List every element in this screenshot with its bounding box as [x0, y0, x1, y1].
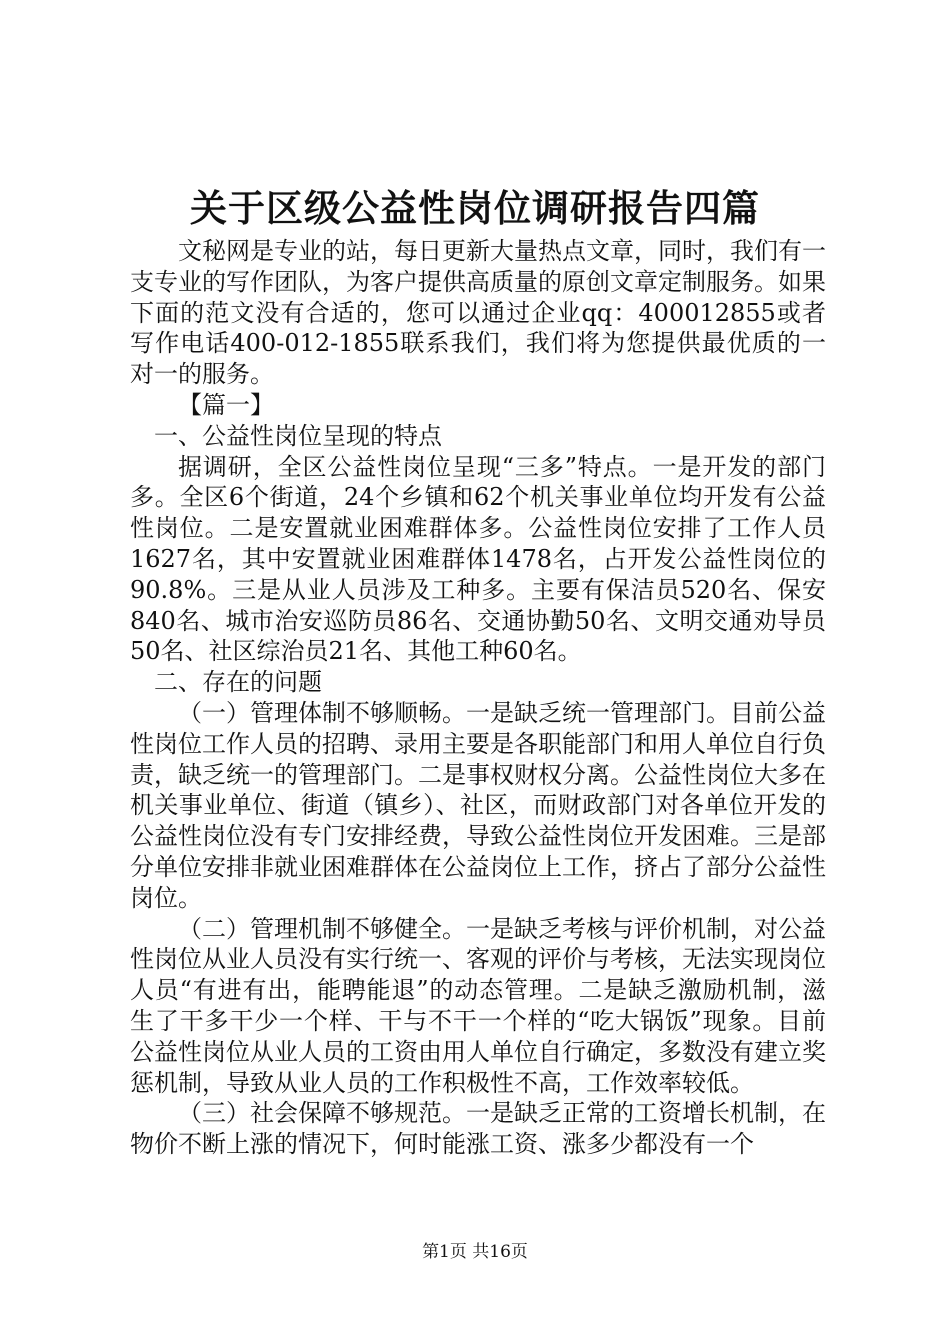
problem-paragraph-1: （一）管理体制不够顺畅。一是缺乏统一管理部门。目前公益性岗位工作人员的招聘、录用主要是各职能部门和用人单位自行负责，缺乏统一的管理部门。二是事权财权分离。公益性岗位大多在机关事业单位、街道（镇乡）、社区，而财政部门对各单位开发的公益性岗位没有专门安排经费，导致公益性岗位开发困难。三是部分单位安排非就业困难群体在公益岗位上工作，挤占了部分公益性岗位。	[130, 698, 826, 912]
intro-paragraph: 文秘网是专业的站，每日更新大量热点文章，同时，我们有一支专业的写作团队，为客户提供高质量的原创文章定制服务。如果下面的范文没有合适的，您可以通过企业qq：400012855或者写作电话400-012-1855联系我们，我们将为您提供最优质的一对一的服务。	[130, 237, 826, 389]
section-marker: 【篇一】	[178, 390, 274, 419]
problem-paragraph-3: （三）社会保障不够规范。一是缺乏正常的工资增长机制，在物价不断上涨的情况下，何时能涨工资、涨多少都没有一个	[130, 1099, 826, 1159]
section-heading-problems: 二、存在的问题	[154, 668, 322, 697]
problem-paragraph-2: （二）管理机制不够健全。一是缺乏考核与评价机制，对公益性岗位从业人员没有实行统一、客观的评价与考核，无法实现岗位人员“有进有出，能聘能退”的动态管理。二是缺乏激励机制，滋生了干多干少一个样、干与不干一个样的“吃大锅饭”现象。目前公益性岗位从业人员的工资由用人单位自行确定，多数没有建立奖惩机制，导致从业人员的工作积极性不高，工作效率较低。	[130, 914, 826, 1097]
document-title: 关于区级公益性岗位调研报告四篇	[190, 186, 760, 230]
document-body	[130, 236, 826, 1160]
features-paragraph: 据调研，全区公益性岗位呈现“三多”特点。一是开发的部门多。全区6个街道，24个乡镇和62个机关事业单位均开发有公益性岗位。二是安置就业困难群体多。公益性岗位安排了工作人员1627名，其中安置就业困难群体1478名，占开发公益性岗位的90.8%。三是从业人员涉及工种多。主要有保洁员520名、保安840名、城市治安巡防员86名、交通协勤50名、文明交通劝导员50名、社区综治员21名、其他工种60名。	[130, 452, 826, 666]
section-heading-features: 一、公益性岗位呈现的特点	[154, 421, 442, 450]
page-footer: 第1页 共16页	[422, 1242, 528, 1262]
